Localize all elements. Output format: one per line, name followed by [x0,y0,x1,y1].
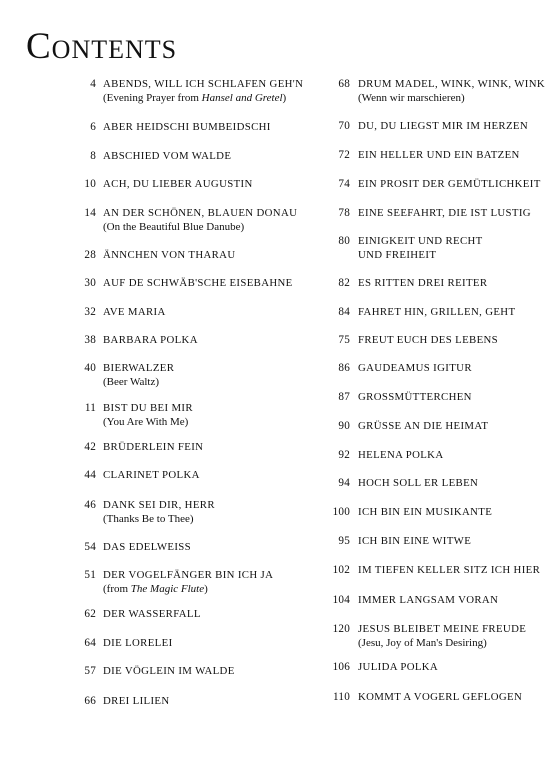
song-subtitle [103,91,303,105]
entry-text [103,305,166,319]
song-subtitle [103,375,174,389]
entry-text [358,476,478,490]
page-number: 54 [84,541,96,553]
entry-text [358,177,541,191]
page-number: 57 [84,665,96,677]
page-number: 74 [338,178,350,190]
song-title: AN DER SCHÖNEN, BLAUEN DONAU [103,207,298,219]
page-number: 94 [338,477,350,489]
page-number: 42 [84,441,96,453]
entry-text [103,276,293,290]
song-title: GRÜSSE AN DIE HEIMAT [358,420,489,432]
entry-text [103,636,173,650]
page-number: 86 [338,362,350,374]
page-number: 106 [332,661,350,673]
entry-text [103,206,297,234]
song-title: AUF DE SCHWÄB'SCHE EISEBAHNE [103,277,293,289]
page-number: 11 [84,402,96,414]
song-title: DIE LORELEI [103,637,173,649]
subtitle-italic-work: The Magic Flute [130,583,205,595]
entry-text [358,276,487,290]
song-title: ICH BIN EINE WITWE [358,535,472,547]
entry-text [358,505,492,519]
entry-text [358,234,483,262]
song-title: EINIGKEIT UND RECHT [358,235,483,247]
entry-text [358,593,498,607]
page-title: Contents [26,26,178,67]
page-number: 87 [338,391,350,403]
song-title: BRÜDERLEIN FEIN [103,441,204,453]
song-title: ÄNNCHEN VON THARAU [103,249,236,261]
subtitle-text: (Wenn wir marschieren) [358,92,465,104]
page-number: 66 [84,695,96,707]
entry-text [358,361,472,375]
song-subtitle [103,512,215,526]
entry-text [358,119,528,133]
song-title: IM TIEFEN KELLER SITZ ICH HIER [358,564,541,576]
song-title: FAHRET HIN, GRILLEN, GEHT [358,306,516,318]
page-number: 14 [84,207,96,219]
song-subtitle [103,415,193,429]
page-number: 32 [84,306,96,318]
song-title: JESUS BLEIBET MEINE FREUDE [358,623,527,635]
song-subtitle [358,636,526,650]
entry-text [103,333,198,347]
song-subtitle [103,582,273,596]
page-number: 78 [338,207,350,219]
page-number: 46 [84,499,96,511]
song-title: FREUT EUCH DES LEBENS [358,334,499,346]
song-title: BIST DU BEI MIR [103,402,193,414]
page-number: 82 [338,277,350,289]
subtitle-text: (from [103,583,131,595]
entry-text [103,568,273,596]
song-title: GAUDEAMUS IGITUR [358,362,472,374]
entry-text [103,77,303,105]
subtitle-text: (Thanks Be to Thee) [103,513,194,525]
song-title: KOMMT A VOGERL GEFLOGEN [358,691,523,703]
entry-text [103,664,235,678]
entry-text [358,563,540,577]
page-number: 38 [84,334,96,346]
page-number: 84 [338,306,350,318]
song-title: ICH BIN EIN MUSIKANTE [358,506,493,518]
song-title: BIERWALZER [103,362,175,374]
song-title: JULIDA POLKA [358,661,439,673]
page-number: 28 [84,249,96,261]
song-title: ABSCHIED VOM WALDE [103,150,232,162]
entry-text [358,419,488,433]
song-subtitle [358,91,545,105]
entry-text [103,468,200,482]
page-number: 68 [338,78,350,90]
song-title: EIN HELLER UND EIN BATZEN [358,149,520,161]
entry-text [358,333,498,347]
song-title: DRUM MADEL, WINK, WINK, WINK [358,78,546,90]
song-title: ABENDS, WILL ICH SCHLAFEN GEH'N [103,78,304,90]
entry-text [358,622,526,650]
entry-text [358,660,438,674]
entry-text [103,248,235,262]
entry-text [103,498,215,526]
page-number: 92 [338,449,350,461]
page-number: 120 [332,623,350,635]
page-number: 51 [84,569,96,581]
song-title: ES RITTEN DREI REITER [358,277,488,289]
page-number: 44 [84,469,96,481]
song-title-continued: UND FREIHEIT [358,249,437,261]
subtitle-text: (You Are With Me) [103,416,189,428]
subtitle-text-end: ) [282,92,287,104]
entry-text [358,305,515,319]
entry-text [358,390,472,404]
page-number: 30 [84,277,96,289]
song-title: HOCH SOLL ER LEBEN [358,477,479,489]
entry-text [103,694,170,708]
song-title: DU, DU LIEGST MIR IM HERZEN [358,120,528,132]
page-number: 90 [338,420,350,432]
page-number: 70 [338,120,350,132]
song-title: ABER HEIDSCHI BUMBEIDSCHI [103,121,271,133]
page-number: 95 [338,535,350,547]
subtitle-text-end: ) [204,583,208,595]
page-number: 102 [332,564,350,576]
entry-text [103,401,193,429]
entry-text [103,540,191,554]
song-title: DREI LILIEN [103,695,170,707]
page-number: 4 [90,78,96,90]
subtitle-text: (Evening Prayer from [103,92,202,104]
page-number: 72 [338,149,350,161]
entry-text [358,148,520,162]
subtitle-italic-work: Hansel and Gretel [201,92,283,104]
entry-text [358,206,531,220]
entry-text [358,690,522,704]
song-title: EINE SEEFAHRT, DIE IST LUSTIG [358,207,531,219]
song-title: HELENA POLKA [358,449,444,461]
song-title: DIE VÖGLEIN IM WALDE [103,665,235,677]
song-title: BARBARA POLKA [103,334,198,346]
subtitle-text: (Jesu, Joy of Man's Desiring) [358,637,487,649]
song-subtitle [103,220,297,234]
entry-text [103,607,201,621]
entry-text [358,534,471,548]
page-number: 62 [84,608,96,620]
page-number: 110 [333,691,350,703]
song-title: ACH, DU LIEBER AUGUSTIN [103,178,253,190]
page-number: 40 [84,362,96,374]
subtitle-text: (On the Beautiful Blue Danube) [103,221,245,233]
song-title: IMMER LANGSAM VORAN [358,594,499,606]
song-title: DER WASSERFALL [103,608,201,620]
song-title: DER VOGELFÄNGER BIN ICH JA [103,569,274,581]
entry-text [358,77,545,105]
subtitle-text: (Beer Waltz) [103,376,160,388]
song-title: DANK SEI DIR, HERR [103,499,215,511]
song-title: DAS EDELWEISS [103,541,192,553]
entry-text [103,120,271,134]
page-number: 6 [90,121,96,133]
page-number: 100 [332,506,350,518]
entry-text [358,448,443,462]
page-number: 80 [338,235,350,247]
entry-text [103,440,203,454]
song-title: EIN PROSIT DER GEMÜTLICHKEIT [358,178,541,190]
song-title: CLARINET POLKA [103,469,200,481]
song-title: AVE MARIA [103,306,166,318]
entry-text [103,149,231,163]
entry-text [103,177,253,191]
page-number: 75 [338,334,350,346]
entry-text [103,361,174,389]
page-number: 8 [90,150,96,162]
song-title: GROSSMÜTTERCHEN [358,391,472,403]
page-number: 64 [84,637,96,649]
page-number: 10 [84,178,96,190]
page-number: 104 [332,594,350,606]
